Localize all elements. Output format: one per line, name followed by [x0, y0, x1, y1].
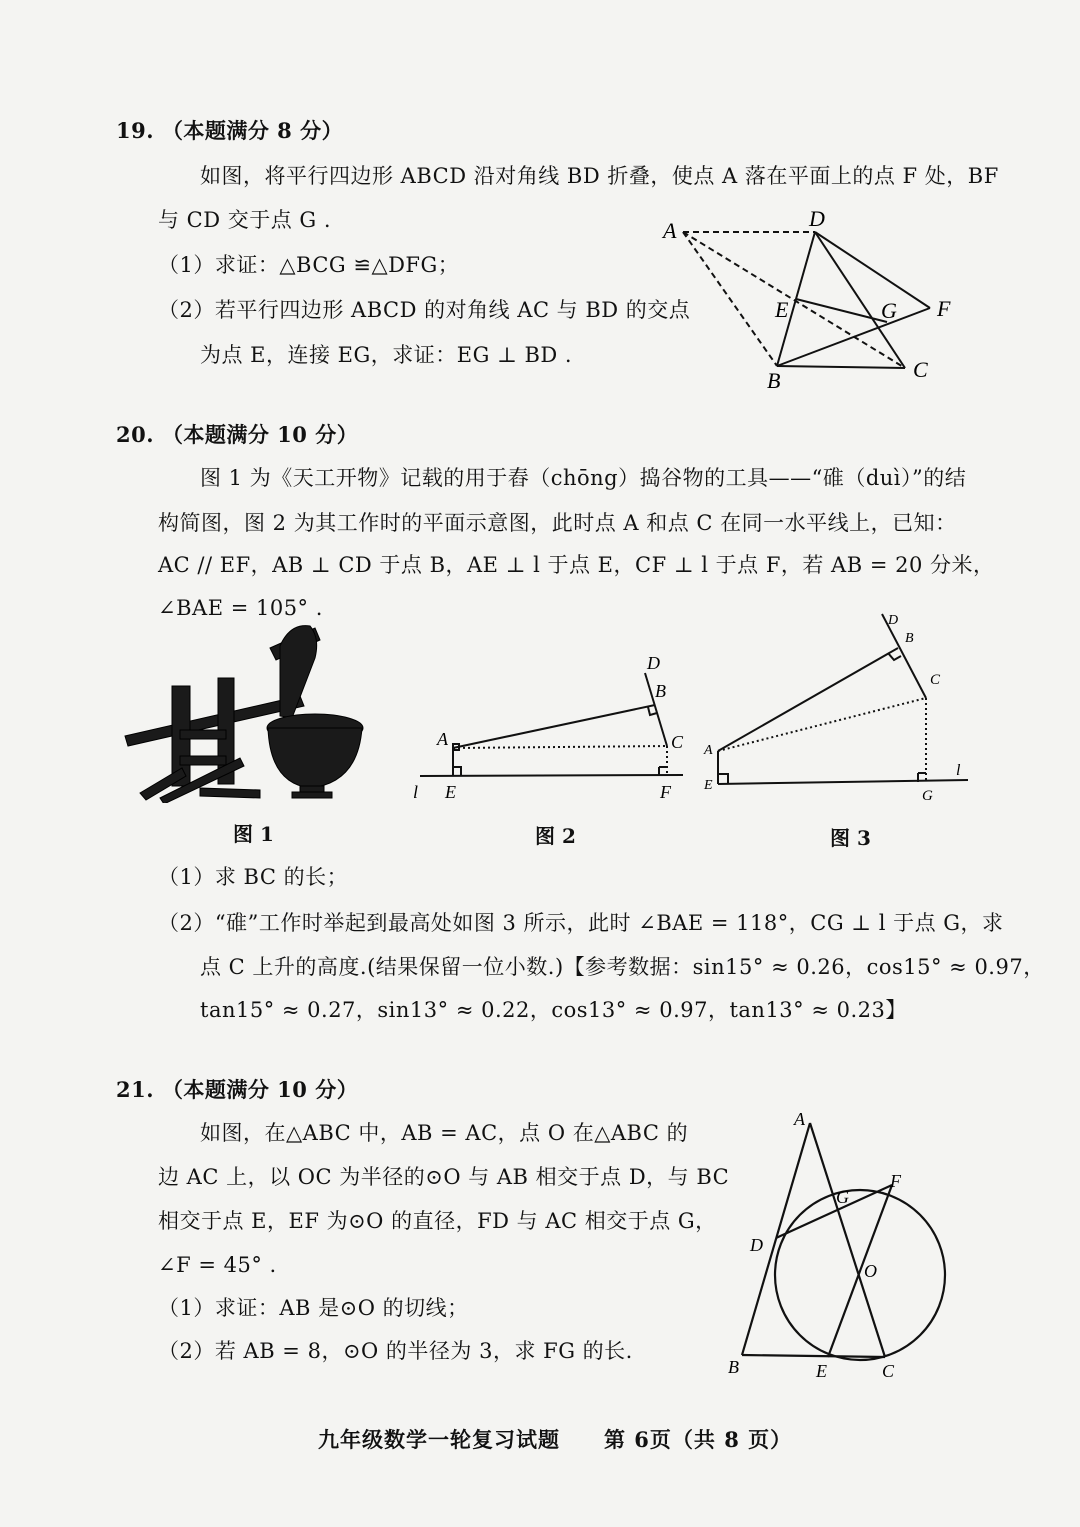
q21-header: 21. （本题满分 10 分） [116, 1077, 359, 1102]
fig21-label-D: D [750, 1235, 763, 1255]
fig3-label-A: A [704, 743, 713, 758]
q20-fig1-mortar-illustration [120, 618, 370, 803]
fig3-label-D: D [888, 613, 899, 628]
fig2-label-B: B [655, 681, 666, 701]
fig3-label-B: B [905, 631, 914, 646]
q19-part1: （1）求证：△BCG ≌△DFG； [158, 253, 460, 277]
q20-text-line3: AC // EF，AB ⊥ CD 于点 B，AE ⊥ l 于点 E，CF ⊥ l 于点 F，若 AB = 20 分米， [158, 553, 995, 577]
fig3-label-G: G [922, 788, 933, 804]
label-E: E [775, 297, 789, 322]
fig2-label-l: l [413, 782, 419, 802]
fig21-label-A: A [794, 1109, 805, 1129]
q21-part2: （2）若 AB = 8，⊙O 的半径为 3，求 FG 的长. [158, 1339, 633, 1363]
q20-fig2-diagram [405, 645, 695, 805]
fig21-label-C: C [882, 1361, 895, 1381]
q21-circle-figure [720, 1105, 970, 1385]
fig2-label-D: D [647, 653, 660, 673]
label-D: D [809, 206, 825, 231]
page-footer: 九年级数学一轮复习试题 第 6页（共 8 页） [318, 1427, 793, 1452]
fig3-label-l: l [956, 762, 961, 779]
label-C: C [913, 357, 928, 382]
fig21-label-B: B [728, 1357, 739, 1377]
label-F: F [937, 296, 951, 321]
q20-fig3-caption: 图 3 [830, 826, 871, 850]
fig21-label-G: G [836, 1187, 849, 1207]
q20-fig3-diagram [700, 608, 980, 808]
q20-header: 20. （本题满分 10 分） [116, 422, 359, 447]
q20-text-line4: ∠BAE = 105° . [158, 596, 323, 620]
fig2-label-C: C [671, 732, 684, 752]
q20-part1: （1）求 BC 的长； [158, 865, 349, 889]
q20-part2-line1: （2）“碓”工作时举起到最高处如图 3 所示，此时 ∠BAE = 118°，CG ⊥ l 于点 G，求 [158, 911, 1004, 935]
q20-fig2-caption: 图 2 [535, 824, 576, 848]
q20-part2-line3: tan15° ≈ 0.27，sin13° ≈ 0.22，cos13° ≈ 0.97，tan13° ≈ 0.23】 [200, 998, 907, 1022]
q21-text-line2: 边 AC 上，以 OC 为半径的⊙O 与 AB 相交于点 D，与 BC [158, 1165, 730, 1189]
label-G: G [881, 298, 897, 323]
q20-text-line1: 图 1 为《天工开物》记载的用于舂（chōng）捣谷物的工具——“碓（duì）”的结 [200, 466, 967, 490]
fig21-label-E: E [816, 1361, 827, 1381]
q19-parallelogram-figure [655, 200, 965, 400]
q19-part2-line2: 为点 E，连接 EG，求证：EG ⊥ BD . [200, 343, 573, 367]
q21-text-line4: ∠F = 45° . [158, 1253, 277, 1277]
q20-text-line2: 构简图，图 2 为其工作时的平面示意图，此时点 A 和点 C 在同一水平线上，已知： [158, 511, 957, 535]
q19-text-line2: 与 CD 交于点 G . [158, 208, 332, 232]
q19-part2-line1: （2）若平行四边形 ABCD 的对角线 AC 与 BD 的交点 [158, 298, 691, 322]
fig2-label-E: E [445, 782, 456, 802]
fig2-label-A: A [437, 729, 448, 749]
fig21-label-O: O [864, 1261, 877, 1281]
q20-part2-line2: 点 C 上升的高度.(结果保留一位小数.)【参考数据：sin15° ≈ 0.26，cos15° ≈ 0.97， [200, 955, 1045, 979]
q21-text-line1: 如图，在△ABC 中，AB = AC，点 O 在△ABC 的 [200, 1121, 689, 1145]
label-A: A [663, 218, 677, 243]
q21-text-line3: 相交于点 E，EF 为⊙O 的直径，FD 与 AC 相交于点 G， [158, 1209, 717, 1233]
q19-header: 19. （本题满分 8 分） [116, 118, 344, 143]
fig2-label-F: F [660, 782, 671, 802]
fig3-label-E: E [704, 778, 713, 793]
fig21-label-F: F [890, 1171, 901, 1191]
label-B: B [767, 368, 781, 393]
fig3-label-C: C [930, 672, 941, 688]
q20-fig1-caption: 图 1 [233, 822, 274, 846]
q19-text-line1: 如图，将平行四边形 ABCD 沿对角线 BD 折叠，使点 A 落在平面上的点 F 处，BF [200, 164, 999, 188]
q21-part1: （1）求证：AB 是⊙O 的切线； [158, 1296, 469, 1320]
